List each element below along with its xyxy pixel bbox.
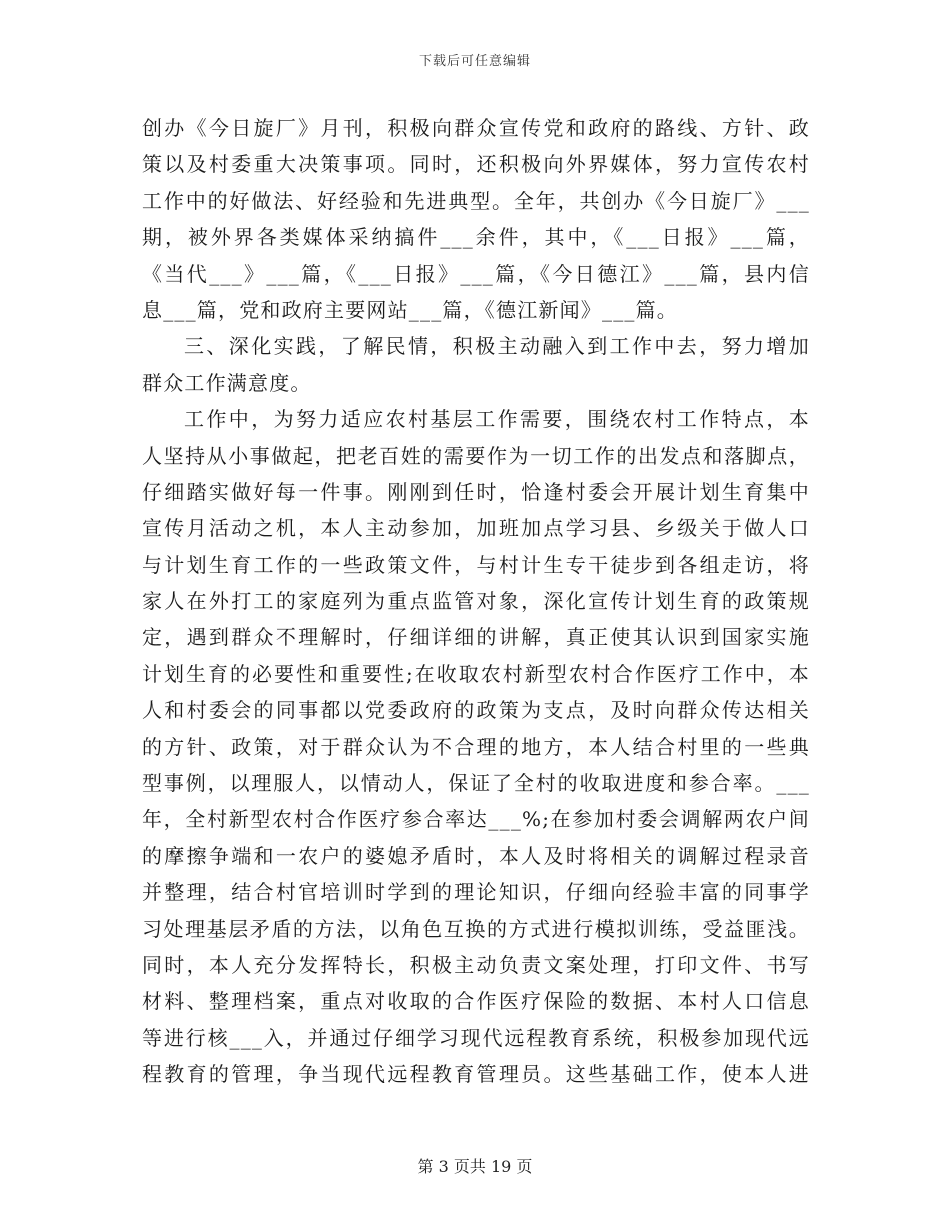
text-line: 年，全村新型农村合作医疗参合率达___%;在参加村委会调解两农户间 xyxy=(142,807,810,832)
text-line: 同时，本人充分发挥特长，积极主动负责文案处理，打印文件、书写 xyxy=(142,952,810,977)
text-line: 期，被外界各类媒体采纳搞件___余件，其中，《___日报》___篇， xyxy=(142,225,810,250)
text-line: 习处理基层矛盾的方法，以角色互换的方式进行模拟训练，受益匪浅。 xyxy=(142,916,810,941)
text-line: 型事例，以理服人，以情动人，保证了全村的收取进度和参合率。___ xyxy=(142,771,810,796)
text-line: 等进行核___入，并通过仔细学习现代远程教育系统，积极参加现代远 xyxy=(142,1025,810,1050)
text-line: 息___篇，党和政府主要网站___篇，《德江新闻》___篇。 xyxy=(142,297,678,322)
text-line: 宣传月活动之机，本人主动参加，加班加点学习县、乡级关于做人口 xyxy=(142,516,810,541)
text-line: 策以及村委重大决策事项。同时，还积极向外界媒体，努力宣传农村 xyxy=(142,152,810,177)
text-line: 的方针、政策，对于群众认为不合理的地方，本人结合村里的一些典 xyxy=(142,734,810,759)
text-line: 《当代___》___篇，《___日报》___篇，《今日德江》___篇，县内信 xyxy=(142,261,810,286)
text-line: 的摩擦争端和一农户的婆媳矛盾时，本人及时将相关的调解过程录音 xyxy=(142,843,810,868)
text-line: 工作中，为努力适应农村基层工作需要，围绕农村工作特点，本 xyxy=(184,407,810,432)
text-line: 人坚持从小事做起，把老百姓的需要作为一切工作的出发点和落脚点， xyxy=(142,443,810,468)
document-body xyxy=(142,110,810,1093)
page-number-footer: 第 3 页共 19 页 xyxy=(417,1157,533,1176)
text-line: 材料、整理档案，重点对收取的合作医疗保险的数据、本村人口信息 xyxy=(142,989,810,1014)
text-line: 创办《今日旋厂》月刊，积极向群众宣传党和政府的路线、方针、政 xyxy=(142,116,810,140)
text-line: 与计划生育工作的一些政策文件，与村计生专干徒步到各组走访，将 xyxy=(142,552,810,577)
text-line: 程教育的管理，争当现代远程教育管理员。这些基础工作，使本人进 xyxy=(142,1062,810,1087)
text-line: 群众工作满意度。 xyxy=(142,370,312,395)
text-line: 家人在外打工的家庭列为重点监管对象，深化宣传计划生育的政策规 xyxy=(142,589,810,614)
text-line: 工作中的好做法、好经验和先进典型。全年，共创办《今日旋厂》___ xyxy=(142,188,810,213)
page-header: 下载后可任意编辑 xyxy=(418,54,531,69)
text-line: 人和村委会的同事都以党委政府的政策为支点，及时向群众传达相关 xyxy=(142,698,810,723)
text-line: 计划生育的必要性和重要性;在收取农村新型农村合作医疗工作中，本 xyxy=(142,661,810,686)
text-line: 三、深化实践，了解民情，积极主动融入到工作中去，努力增加 xyxy=(184,334,810,359)
text-line: 定，遇到群众不理解时，仔细详细的讲解，真正使其认识到国家实施 xyxy=(142,625,810,650)
text-line: 仔细踏实做好每一件事。刚刚到任时，恰逢村委会开展计划生育集中 xyxy=(142,479,810,504)
text-line: 并整理，结合村官培训时学到的理论知识，仔细向经验丰富的同事学 xyxy=(142,880,810,905)
